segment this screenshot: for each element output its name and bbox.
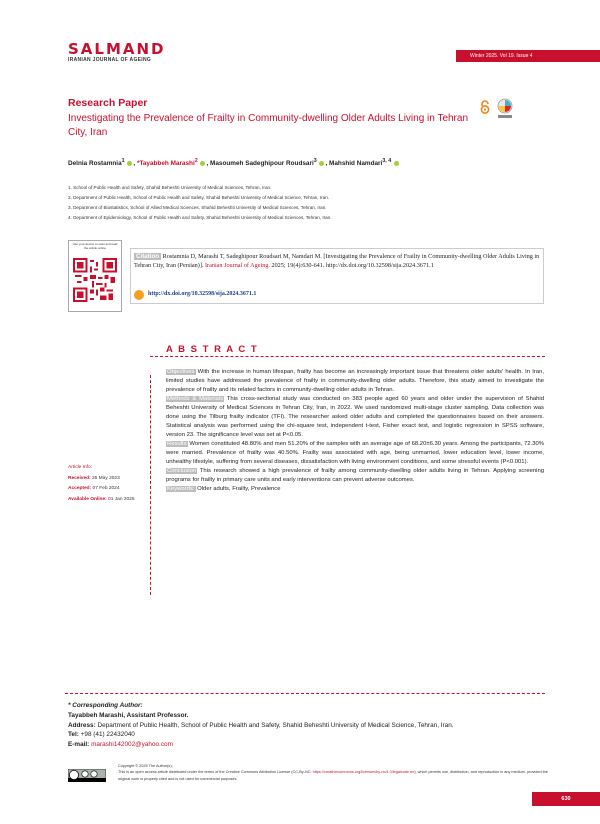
corresponding-tel: Tel: +98 (41) 22432040 [68, 731, 135, 739]
corresponding-name: Tayabbeh Marashi, Assistant Professor. [68, 711, 189, 719]
copyright-notice: Copyright © 2025 The Author(s); This is an open access article distributed under the terms of the Creative Commons Attribution License (CC-By-NC: https://creativecommons.org/licenses/by-nc/4.0/legalcode.en), which permits use, distribution, and reproduction in any medium, provided the original work is properly cited and is not used for commercial purposes. [118, 764, 548, 781]
citation-label: Citation [136, 253, 160, 260]
paper-type: Research Paper [68, 97, 148, 109]
journal-logo: SALMAND [68, 40, 166, 58]
abstract-divider [150, 356, 545, 357]
corresponding-email: E-mail: marashi142002@yahoo.com [68, 741, 173, 749]
crossmark-icon[interactable] [497, 98, 513, 120]
corresponding-author [68, 701, 548, 750]
affiliation-2: 2. Department of Public Health, School of Public Health and Safety, Shahid Beheshti University of Medical Science, Tehran, Iran. [68, 195, 330, 200]
doi-icon [134, 290, 144, 300]
open-access-icon [479, 100, 491, 114]
affiliation-4: 4. Department of Epidemiology, School of Public Health and Safety, Shahid Beheshti University of Medical Sciences, Tehran, Iran. [68, 215, 332, 220]
article-info-heading: Article Info: [68, 465, 92, 470]
affiliation-3: 3. Department of Biostatistics, School of Allied Medical Sciences, Shahid Beheshti University of Medical Sciences, Tehran, Iran. [68, 205, 327, 210]
abstract-heading: A B S T R A C T [166, 344, 259, 355]
abstract-keywords: Keywords: Older adults, Frailty, Prevalence [167, 486, 281, 492]
cc-license-icon[interactable] [68, 769, 106, 782]
orcid-icon[interactable] [394, 161, 399, 166]
corresponding-address: Address: Department of Public Health, School of Public Health and Safety, Shahid Beheshti University of Medical Science, Tehran, Iran. [68, 721, 454, 729]
abstract-conclusion: Conclusion This research showed a high prevalence of frailty among community-dwelling older adults living in Tehran. Applying screening programs for frailty in primary care units and early interventions can prevent adverse outcomes. [166, 468, 545, 483]
author-3: Masoumeh Sadeghipour Roudsari$^3$ [210, 160, 325, 167]
doi-link[interactable]: http://dx.doi.org/10.32598/sija.2024.3671.1 [148, 291, 257, 297]
orcid-icon[interactable] [319, 161, 324, 166]
orcid-icon[interactable] [200, 161, 205, 166]
journal-subtitle: IRANIAN JOURNAL OF AGEING [68, 57, 152, 63]
article-accepted: Accepted: 07 Feb 2024 [68, 486, 120, 492]
orcid-icon[interactable] [127, 161, 132, 166]
corresponding-divider [65, 693, 545, 694]
abstract-methods: Methods & Materials This cross-sectional study was conducted on 383 people aged 60 years and older under the supervision of Shahid Beheshti University of Medical Sciences in Tehran City, Iran, in 2022. We used randomized multi-stage cluster sampling. Data collection was done using the Tilburg frailty indicator (TFI). The researcher asked older adults and completed the questionnaires based on their answers. Statistical analysis was performed using the chi-square test, independent t-test, Fisher exact test, and logistic regression in SPSS software, version 23. The significance level was set at P<0.05. [166, 396, 544, 438]
author-2: *Tayabbeh Marashi$^2$ [137, 160, 207, 167]
issue-info-bar: Winter 2025. Vol 19. Issue 4 [456, 50, 600, 62]
article-received: Received: 25 May 2023 [68, 475, 120, 481]
corresponding-heading: * Corresponding Author: [68, 702, 143, 709]
author-1: Delnia Rostamnia$^1$ [68, 160, 133, 167]
abstract-objectives: Objectives With the increase in human lifespan, frailty has become an increasingly important issue that threatens older adults' health. In Iran, limited studies have addressed the prevalence of frailty in community-dwelling older adults. Therefore, this study aimed to investigate the prevalence of frailty and its related factors in community-dwelling older adults in Tehran. [166, 369, 544, 393]
article-online: Available Online: 01 Jan 2025 [68, 497, 135, 503]
citation-text: Citation Rostamnia D, Marashi T, Sadeghipour Roudsari M, Namdari M. [Investigating the Prevalence of Frailty in Community-dwelling Older Adults Living in Tehran City, Iran (Persian)]. Iranian Journal of Ageing. 2025; 19(4):630-641. http://dx.doi.org/10.32598/sija.2024.3671.1 [134, 253, 540, 269]
license-link[interactable]: https://creativecommons.org/licenses/by-nc/4.0/legalcode.en [312, 770, 415, 775]
paper-title: Investigating the Prevalence of Frailty in Community-dwelling Older Adults Living in Tehran City, Iran [68, 113, 469, 138]
author-list: Delnia Rostamnia$^1$ , *Tayabbeh Marashi$^2$ , Masoumeh Sadeghipour Roudsari$^3$ , Mahshid Namdari$^{3, 4}$ [68, 158, 538, 167]
article-info [68, 463, 135, 506]
abstract-body [166, 368, 544, 494]
abstract-side-rule [150, 375, 151, 595]
abstract-results: Results Women constituted 48.80% and men 51.20% of the samples with an average age of 68.20±6.30 years. Among the participants, 72.30% were married. Prevalence of frailty was 40.50%. Frailty was associated with age, being unmarried, lower education level, lower income, unhealthy lifestyle, suffering from several diseases, dissatisfaction with living environment conditions, and some stressful events (P<0.001). [166, 441, 544, 465]
qr-caption: Use your device to scan and read the article online [72, 242, 118, 250]
affiliation-1: 1. School of Public Health and Safety, Shahid Beheshti University of Medical Sciences, Tehran, Iran. [68, 185, 272, 190]
qr-code-icon[interactable] [73, 258, 117, 302]
citation-journal: Iranian Journal of Ageing. [204, 262, 270, 269]
email-link[interactable]: marashi142002@yahoo.com [91, 741, 173, 749]
page-number: 630 [532, 792, 600, 806]
author-4: Mahshid Namdari$^{3, 4}$ [329, 160, 400, 167]
